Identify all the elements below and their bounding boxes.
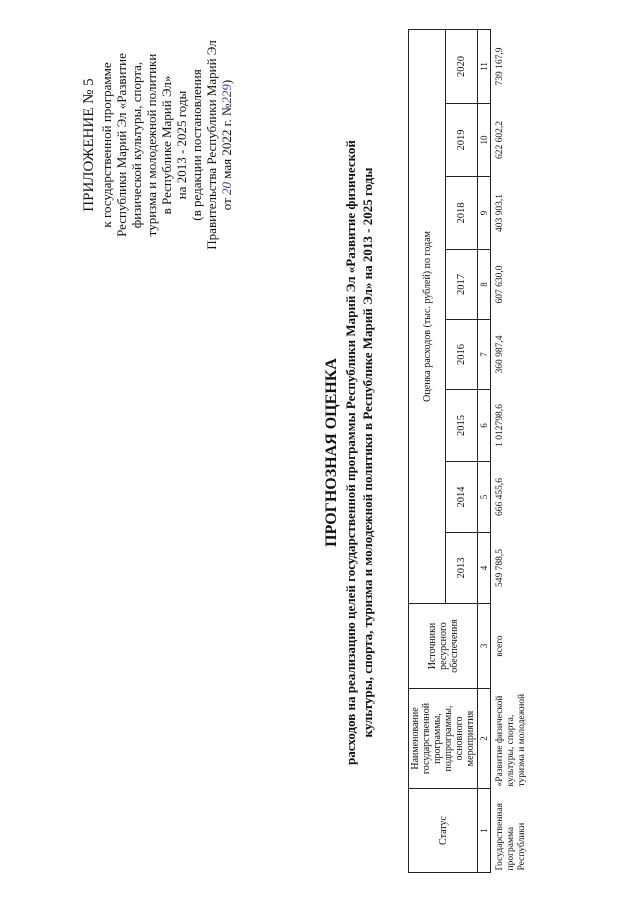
- header-year: 2020: [446, 29, 478, 103]
- header-year: 2017: [446, 250, 478, 320]
- date-suffix: ): [219, 79, 234, 85]
- row-program-name: «Развитие физической культуры, спорта, туризма и молодежной: [495, 693, 527, 787]
- column-number-row: [478, 29, 491, 872]
- header-expense-group: Оценка расходов (тыс. рублей) по годам: [409, 29, 446, 603]
- column-number: 6: [478, 390, 491, 462]
- row-status: Государственная программа Республики: [495, 803, 527, 871]
- header-funding-source: Источники ресурсного обеспечения: [409, 604, 478, 689]
- column-number: 1: [478, 789, 491, 873]
- document-title: ПРОГНОЗНАЯ ОЦЕНКА: [323, 358, 340, 547]
- header-year: 2018: [446, 177, 478, 250]
- header-year: 2014: [446, 462, 478, 533]
- header-program-name: Наименование государственной программы, подпрограммы, основного мероприятия: [409, 689, 478, 789]
- row-value: 549 788,5: [495, 549, 505, 587]
- appendix-line: туризма и молодежной политики: [144, 53, 159, 237]
- column-number: 3: [478, 604, 491, 689]
- column-number: 10: [478, 104, 491, 177]
- column-number: 2: [478, 689, 491, 789]
- row-value: 1 012798,6: [495, 404, 505, 447]
- row-value: 607 630,0: [495, 265, 505, 304]
- header-year: 2015: [446, 390, 478, 462]
- appendix-line: (в редакции постановления: [189, 69, 204, 221]
- subtitle-line: культуры, спорта, туризма и молодежной политики в Республике Марий Эл» на 2013 - 2025 годы: [360, 167, 375, 738]
- column-number: 4: [478, 533, 491, 604]
- header-year: 2016: [446, 320, 478, 390]
- appendix-line: на 2013 - 2025 годы: [174, 90, 189, 200]
- expense-table: [408, 29, 529, 873]
- row-value: 403 903,1: [495, 194, 505, 232]
- appendix-date-line: [219, 25, 234, 265]
- subtitle-line: расходов на реализацию целей государственной программы Республики Марий Эл «Развитие физической: [343, 140, 358, 765]
- row-value: 666 455,6: [495, 478, 505, 516]
- row-value: 360 987,4: [495, 335, 505, 374]
- appendix-line: физической культуры, спорта,: [129, 61, 144, 229]
- row-value: 622 602,2: [495, 121, 505, 159]
- appendix-block: [80, 25, 234, 265]
- row-funding-source: всего: [495, 635, 505, 657]
- date-prefix: от: [219, 198, 234, 211]
- date-middle: мая 2022 г. №: [219, 103, 234, 179]
- column-number: 5: [478, 462, 491, 533]
- appendix-line: Республики Марий Эл «Развитие: [114, 53, 129, 237]
- header-row-top: [409, 29, 446, 872]
- header-year: 2013: [446, 533, 478, 604]
- column-number: 7: [478, 320, 491, 390]
- date-number-handwritten: 229: [219, 84, 234, 104]
- appendix-line: Правительства Республики Марий Эл: [204, 40, 219, 250]
- column-number: 11: [478, 29, 491, 103]
- header-status: Статус: [409, 789, 478, 873]
- appendix-line: к государственной программе: [99, 62, 114, 228]
- table-row: [491, 29, 530, 872]
- header-year: 2019: [446, 104, 478, 177]
- appendix-line: в Республике Марий Эл»: [159, 75, 174, 215]
- document-subtitle: [342, 40, 376, 865]
- column-number: 9: [478, 177, 491, 250]
- row-value: 739 167,9: [495, 47, 505, 86]
- date-day-handwritten: 20: [219, 182, 234, 195]
- appendix-title: ПРИЛОЖЕНИЕ № 5: [81, 78, 97, 212]
- column-number: 8: [478, 250, 491, 320]
